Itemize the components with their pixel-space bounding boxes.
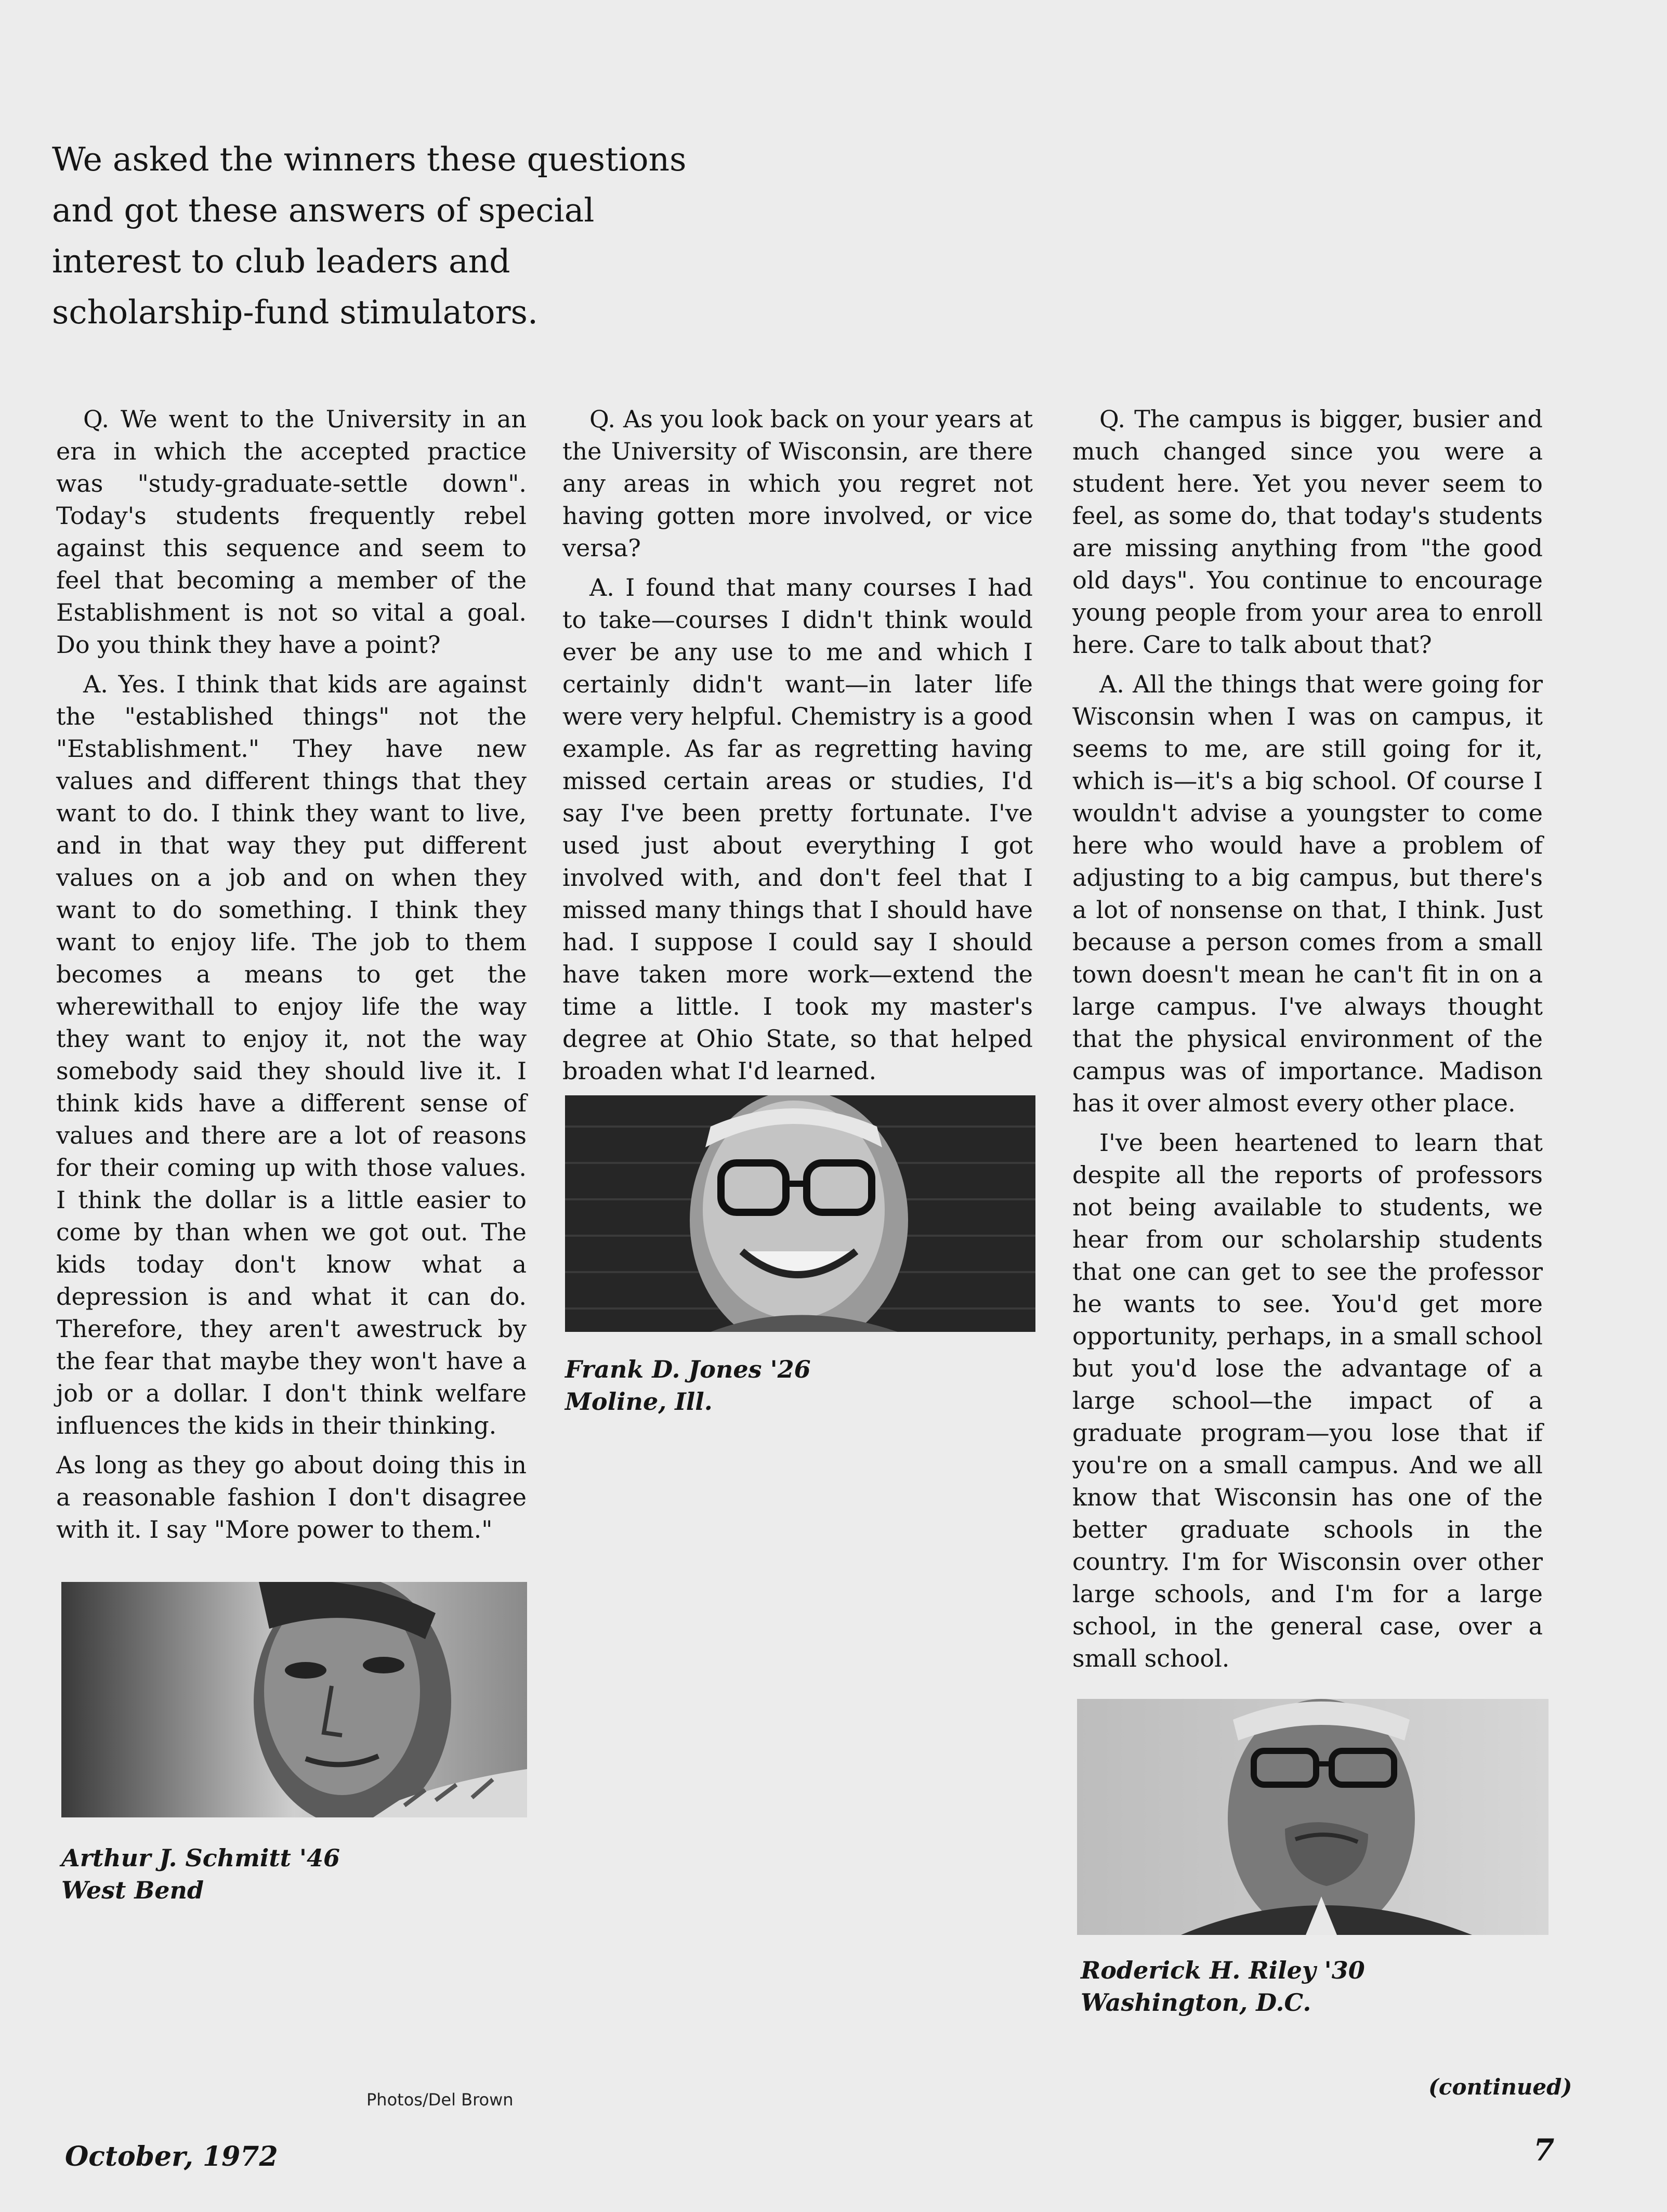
continued-label: (continued) (1428, 2074, 1572, 2100)
answer-text: A. I found that many courses I had to take—courses I didn't think would ever be any use to me and which I certainly didn't want—in later life were very helpful. Chemistry is a good example. As far as regretting having missed certain areas or studies, I'd say I've been pretty fortunate. I've used just about everything I got involved with, and don't feel that I missed many things that I should have had. I suppose I could say I should have taken more work—extend the time a little. I took my master's degree at Ohio State, so that helped broaden what I'd learned. (562, 573, 1033, 1085)
intro-line: scholarship-fund stimulators. (52, 293, 538, 331)
issue-date: October, 1972 (65, 2141, 278, 2172)
photo-credit: Photos/Del Brown (366, 2090, 514, 2110)
caption-name: Arthur J. Schmitt '46 (61, 1844, 340, 1872)
caption-name: Roderick H. Riley '30 (1081, 1956, 1365, 1984)
question-text: Q. We went to the University in an era in which the accepted practice was "study-graduate-settle down". Today's students frequently rebel against this sequence and seem to feel that becoming a member of the Establishment is not so vital a goal. Do you think they have a point? (56, 405, 527, 659)
caption-place: Moline, Ill. (565, 1388, 713, 1416)
portrait-photo-jones (565, 1095, 1035, 1332)
intro-heading (52, 134, 697, 338)
page-number: 7 (1533, 2132, 1555, 2168)
question-text: Q. As you look back on your years at the University of Wisconsin, are there any areas in which you regret not having gotten more involved, or vice versa? (562, 405, 1033, 562)
photo-caption-jones (565, 1353, 1033, 1418)
portrait-photo-schmitt (61, 1582, 527, 1817)
photo-caption-schmitt (61, 1842, 529, 1906)
answer-text: A. All the things that were going for Wisconsin when I was on campus, it seems to me, are still going for it, which is—it's a big school. Of course I wouldn't advise a youngster to come here who would have a problem of adjusting to a big campus, but there's a lot of nonsense on that, I think. Just because a person comes from a small town doesn't mean he can't fit in on a large campus. I've always thought that the physical environment of the campus was of importance. Madison has it over almost every other place. (1072, 670, 1543, 1117)
answer-text-continued: I've been heartened to learn that despite all the reports of professors not being available to students, we hear from our scholarship students that one can get to see the professor he wants to see. You'd get more opportunity, perhaps, in a small school but you'd lose the advantage of a large school—the impact of a graduate program—you lose that if you're on a small campus. And we all know that Wisconsin has one of the better graduate schools in the country. I'm for Wisconsin over other large schools, and I'm for a large school, in the general case, over a small school. (1072, 1129, 1543, 1672)
intro-line: interest to club leaders and (52, 242, 510, 280)
column-schmitt (56, 403, 527, 1553)
intro-line: and got these answers of special (52, 191, 595, 229)
photo-caption-riley (1081, 1954, 1548, 2019)
caption-name: Frank D. Jones '26 (565, 1355, 811, 1383)
portrait-photo-riley (1077, 1699, 1548, 1935)
caption-place: West Bend (61, 1876, 204, 1904)
intro-line: We asked the winners these questions (52, 140, 687, 178)
caption-place: Washington, D.C. (1081, 1988, 1311, 2017)
column-riley (1072, 403, 1543, 1682)
question-text: Q. The campus is bigger, busier and much changed since you were a student here. Yet you never seem to feel, as some do, that today's students are missing anything from "the good old days". You continue to encourage young people from your area to enroll here. Care to talk about that? (1072, 405, 1543, 659)
answer-text: A. Yes. I think that kids are against the "established things" not the "Establishment." They have new values and different things that they want to do. I think they want to live, and in that way they put different values on a job and on when they want to do something. I think they want to enjoy life. The job to them becomes a means to get the wherewithall to enjoy life the way they want to enjoy it, not the way somebody said they should live it. I think kids have a different sense of values and there are a lot of reasons for their coming up with those values. I think the dollar is a little easier to come by than when we got out. The kids today don't know what a depression is and what it can do. Therefore, they aren't awestruck by the fear that maybe they won't have a job or a dollar. I don't think welfare influences the kids in their thinking. (56, 670, 527, 1439)
answer-text-continued: As long as they go about doing this in a reasonable fashion I don't disagree with it. I say "More power to them." (56, 1451, 527, 1543)
column-jones (562, 403, 1033, 1094)
